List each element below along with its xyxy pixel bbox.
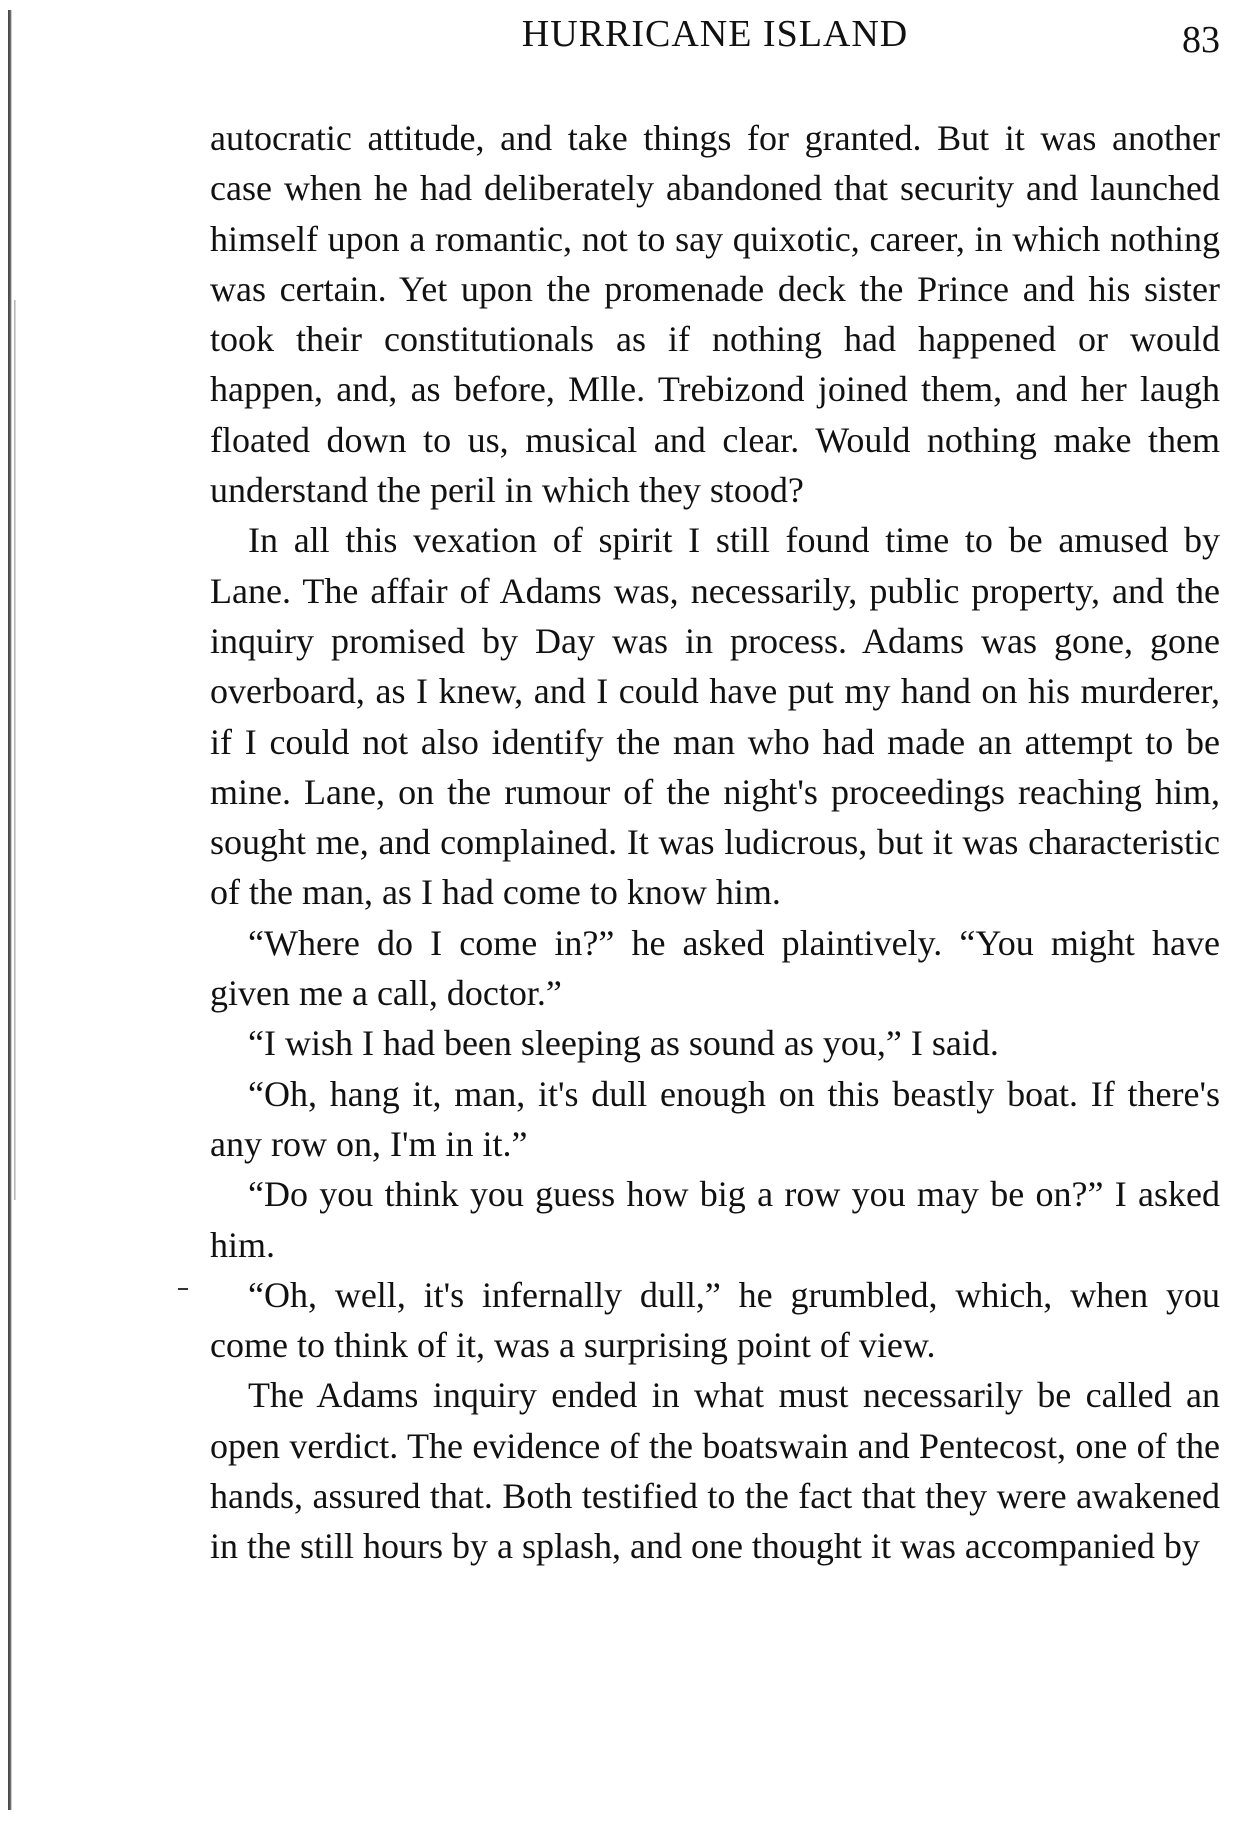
paragraph: The Adams inquiry ended in what must necessarily be called an open verdict. The evidence of the boatswain and Pentecost, one of the hands, assured that. Both testified to the fact that they were awakened in the still hours by a splash, and one thought it was accompanied by [210, 1375, 1220, 1567]
dialogue-paragraph: “Do you think you guess how big a row you may be on?” I asked him. [210, 1174, 1220, 1265]
page-binding-shadow [14, 300, 16, 1200]
dialogue-paragraph: “Where do I come in?” he asked plaintively. “You might have given me a call, doctor.” [210, 922, 1220, 1014]
page-binding-edge [8, 10, 12, 1810]
running-title: HURRICANE ISLAND [521, 13, 909, 55]
text-body [210, 113, 1220, 1572]
paragraph: In all this vexation of spirit I still found time to be amused by Lane. The affair of Adams was, necessarily, public property, and the inquiry promised by Day was in process. Adams was gone, gone overboard, as I knew, and I could have put my hand on his murderer, if I could not also identify the man who had made an attempt to be mine. Lane, on the rumour of the night's proceedings reaching him, sought me, and complained. It was ludicrous, but it was characteristic of the man, as I had come to know him. [210, 520, 1220, 913]
page-number: 83 [1182, 19, 1220, 61]
dialogue-paragraph: “Oh, well, it's infernally dull,” he grumbled, which, when you come to think of it, was a surprising point of view. [210, 1274, 1220, 1366]
page-header [210, 10, 1220, 60]
margin-mark [178, 1288, 188, 1290]
dialogue-paragraph: “I wish I had been sleeping as sound as you,” I said. [248, 1023, 999, 1064]
paragraph-continued: autocratic attitude, and take things for granted. But it was another case when he had deliberately abandoned that security and launched himself upon a romantic, not to say quixotic, career, in which nothing was certain. Yet upon the promenade deck the Prince and his sister took their constitutionals as if nothing had happened or would happen, and, as before, Mlle. Trebizond joined them, and her laugh floated down to us, musical and clear. Would nothing make them understand the peril in which they stood? [210, 118, 1220, 511]
dialogue-paragraph: “Oh, hang it, man, it's dull enough on this beastly boat. If there's any row on, I'm in it.” [210, 1073, 1220, 1164]
